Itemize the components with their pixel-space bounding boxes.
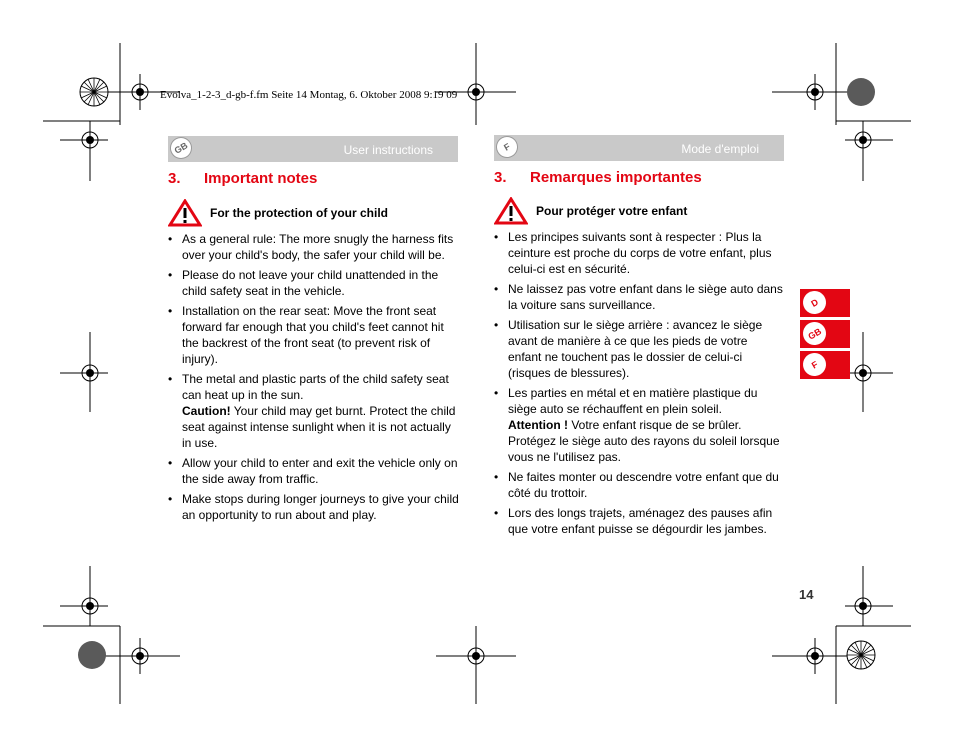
list-item: • Allow your child to enter and exit the vehicle only on the side away from traffic. [168, 455, 460, 487]
list-item: • Lors des longs trajets, aménagez des pauses afin que votre enfant puisse se dégourdir les jambes. [494, 505, 784, 537]
warning-title: For the protection of your child [210, 206, 388, 220]
gray-dot-wheel-icon [847, 78, 875, 106]
side-tab-gb[interactable] [800, 320, 850, 348]
registration-mark-icon [436, 43, 516, 125]
list-item: • Installation on the rear seat: Move the front seat forward far enough that you child's feet cannot hit the backrest of the front seat (to prevent risk of injury). [168, 303, 460, 367]
file-header: Evolva_1-2-3_d-gb-f.fm Seite 14 Montag, 6. Oktober 2008 9:19 09 [160, 89, 458, 101]
registration-mark-icon [60, 332, 108, 412]
section-heading-left [168, 170, 317, 187]
side-tab-d[interactable] [800, 289, 850, 317]
list-item: • The metal and plastic parts of the child safety seat can heat up in the sun. Caution! Your child may get burnt. Protect the child seat against intense sunlight when it is not actually in use. [168, 371, 460, 451]
list-item: • Ne laissez pas votre enfant dans le siège auto dans la voiture sans surveillance. [494, 281, 784, 313]
section-bar-right [494, 135, 784, 161]
list-item: • Make stops during longer journeys to give your child an opportunity to run about and play. [168, 491, 460, 523]
gray-dot-wheel-icon [78, 641, 106, 669]
warning-row-left [168, 199, 388, 227]
caution-label: Attention ! [508, 418, 568, 432]
heading-number: 3. [494, 169, 507, 186]
registration-mark-icon [845, 332, 893, 412]
bar-label: Mode d'emploi [681, 142, 759, 156]
warning-triangle-icon [168, 199, 202, 227]
section-bar-left [168, 136, 458, 162]
list-item: • Les principes suivants sont à respecter : Plus la ceinture est proche du corps de votre enfant, plus celui-ci est en sécurité. [494, 229, 784, 277]
list-item: • As a general rule: The more snugly the harness fits over your child's body, the safer your child will be. [168, 231, 460, 263]
warning-title: Pour protéger votre enfant [536, 204, 688, 218]
heading-title: Important notes [204, 170, 318, 187]
language-badge-gb: GB [166, 133, 196, 163]
section-heading-right [494, 169, 702, 186]
warning-triangle-icon [494, 197, 528, 225]
bullet-list-right [494, 229, 784, 541]
side-tab-label: GB [799, 318, 830, 349]
list-item: • Utilisation sur le siège arrière : avancez le siège avant de manière à ce que les pieds de votre enfant ne touchent pas le dossier de celui-ci (risques de blessures). [494, 317, 784, 381]
starburst-wheel-icon [847, 641, 875, 669]
heading-number: 3. [168, 170, 181, 187]
side-tab-label: F [799, 349, 830, 380]
list-item: • Please do not leave your child unattended in the child safety seat in the vehicle. [168, 267, 460, 299]
starburst-wheel-icon [80, 78, 108, 106]
caution-label: Caution! [182, 404, 231, 418]
list-item: • Les parties en métal et en matière plastique du siège auto se réchauffent en plein soleil. Attention ! Votre enfant risque de se brûler. Protégez le siège auto des rayons du soleil lorsque vous ne l'utilisez pas. [494, 385, 784, 465]
list-item: • Ne faites monter ou descendre votre enfant que du côté du trottoir. [494, 469, 784, 501]
page-number: 14 [799, 587, 814, 602]
language-badge-f: F [492, 132, 522, 162]
bullet-list-left [168, 231, 460, 527]
registration-mark-icon [90, 626, 180, 704]
side-tab-f[interactable] [800, 351, 850, 379]
bar-label: User instructions [343, 143, 433, 157]
side-tab-label: D [799, 287, 830, 318]
registration-mark-icon [436, 626, 516, 704]
warning-row-right [494, 197, 687, 225]
heading-title: Remarques importantes [530, 169, 702, 186]
